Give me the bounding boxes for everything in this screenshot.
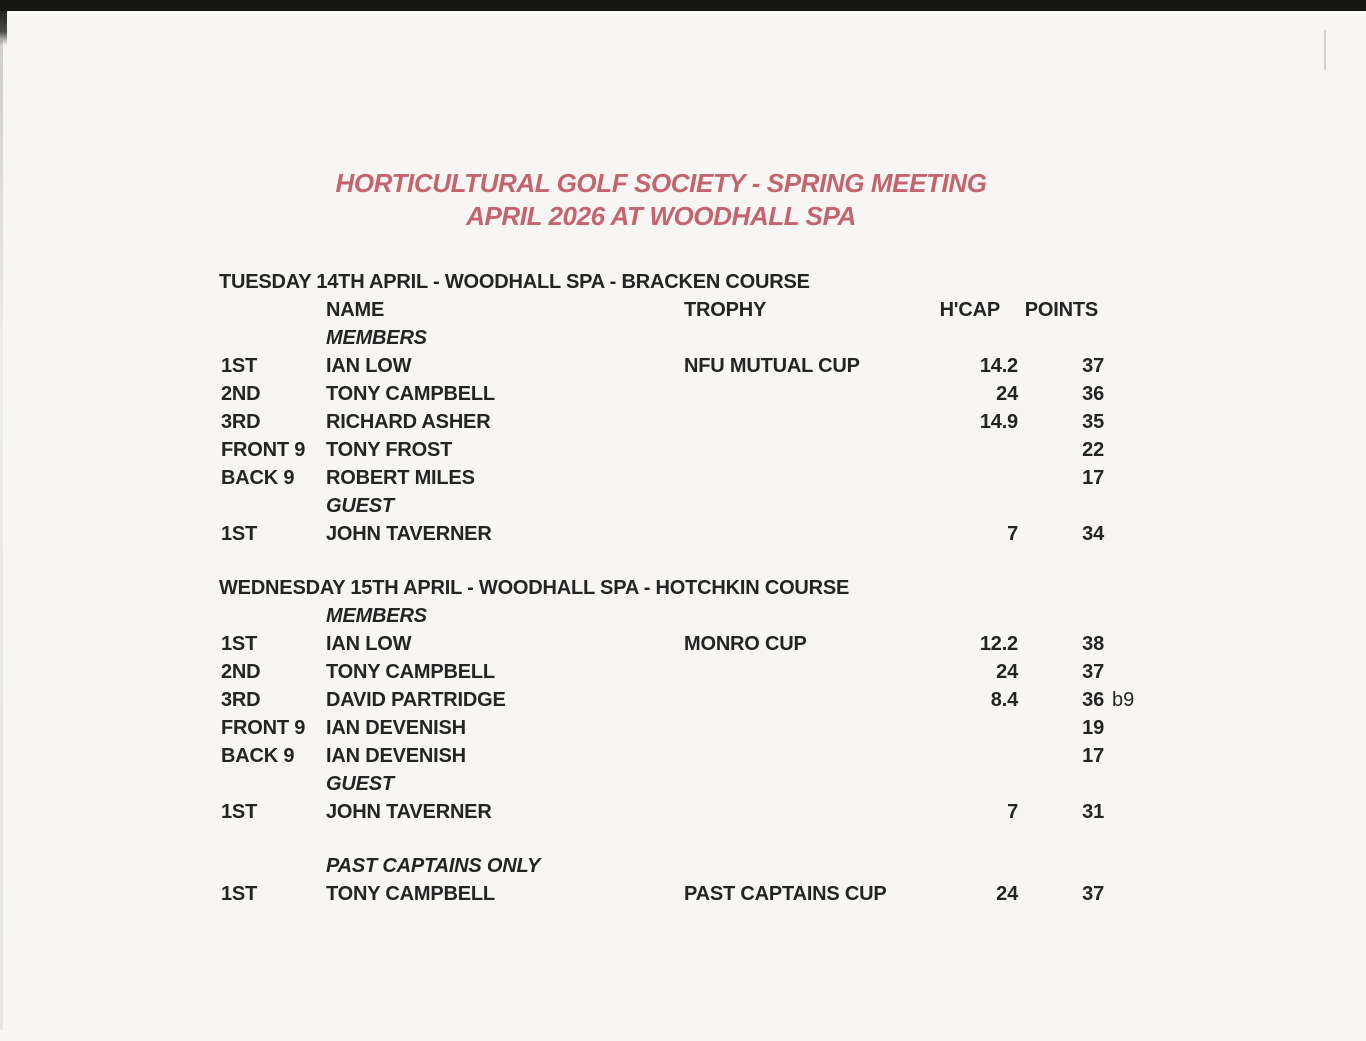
- points-cell: 38: [1082, 633, 1104, 655]
- group-label-members: MEMBERS: [326, 605, 427, 627]
- group-label-guest: GUEST: [326, 495, 394, 517]
- position-cell: FRONT 9: [221, 717, 306, 739]
- result-row: [221, 658, 1366, 686]
- result-row: [221, 630, 1366, 658]
- points-cell: 37: [1082, 661, 1104, 683]
- player-name-cell: ROBERT MILES: [326, 467, 475, 489]
- handicap-cell: 14.9: [979, 411, 1018, 433]
- page-title: [0, 167, 1322, 233]
- handicap-cell: 24: [996, 883, 1018, 905]
- player-name-cell: TONY CAMPBELL: [326, 661, 495, 683]
- trophy-cell: MONRO CUP: [684, 633, 807, 655]
- points-note-cell: [1104, 380, 1164, 408]
- group-label-row: [221, 492, 1366, 520]
- trophy-cell: [684, 464, 936, 492]
- points-cell: 36: [1082, 383, 1104, 405]
- handicap-cell: 7: [1007, 801, 1018, 823]
- points-cell: 17: [1082, 745, 1104, 767]
- player-name-cell: DAVID PARTRIDGE: [326, 689, 506, 711]
- player-name-cell: TONY CAMPBELL: [326, 383, 495, 405]
- group-label-members: MEMBERS: [326, 327, 427, 349]
- handicap-cell: 12.2: [979, 633, 1018, 655]
- result-row: [221, 742, 1366, 770]
- handicap-cell: [936, 742, 1018, 770]
- column-header-trophy: TROPHY: [684, 299, 767, 321]
- position-cell: 2ND: [221, 661, 261, 683]
- result-row: [221, 714, 1366, 742]
- position-cell: 1ST: [221, 883, 258, 905]
- result-row: [221, 880, 1366, 908]
- group-label-past-captains: PAST CAPTAINS ONLY: [326, 855, 541, 877]
- trophy-cell: [684, 658, 936, 686]
- result-row: [221, 380, 1366, 408]
- trophy-cell: [684, 714, 936, 742]
- points-note-cell: [1104, 798, 1164, 826]
- page-title-line2: APRIL 2026 AT WOODHALL SPA: [466, 201, 856, 231]
- result-row: [221, 408, 1366, 436]
- points-note-cell: b9: [1112, 689, 1135, 711]
- result-row: [221, 464, 1366, 492]
- section-heading: WEDNESDAY 15TH APRIL - WOODHALL SPA - HOTCHKIN COURSE: [219, 577, 850, 599]
- player-name-cell: TONY CAMPBELL: [326, 883, 495, 905]
- points-cell: 31: [1082, 801, 1104, 823]
- points-note-cell: [1104, 714, 1164, 742]
- points-note-cell: [1104, 408, 1164, 436]
- result-row: [221, 352, 1366, 380]
- section-heading: TUESDAY 14TH APRIL - WOODHALL SPA - BRACKEN COURSE: [219, 271, 810, 293]
- position-cell: 3RD: [221, 411, 261, 433]
- trophy-cell: [684, 798, 936, 826]
- result-row: [221, 686, 1366, 714]
- handicap-cell: 24: [996, 661, 1018, 683]
- results-content: [0, 268, 1366, 908]
- handicap-cell: 14.2: [979, 355, 1018, 377]
- position-cell: 2ND: [221, 383, 261, 405]
- player-name-cell: RICHARD ASHER: [326, 411, 491, 433]
- section-tuesday-bracken: [0, 268, 1366, 548]
- position-cell: FRONT 9: [221, 439, 306, 461]
- position-cell: BACK 9: [221, 467, 295, 489]
- trophy-cell: PAST CAPTAINS CUP: [684, 883, 887, 905]
- points-cell: 36: [1082, 689, 1104, 711]
- column-header-position: [221, 296, 326, 324]
- player-name-cell: JOHN TAVERNER: [326, 523, 492, 545]
- result-row: [221, 436, 1366, 464]
- points-cell: 22: [1082, 439, 1104, 461]
- handicap-cell: [936, 714, 1018, 742]
- group-label-row: [221, 602, 1366, 630]
- points-cell: 37: [1082, 883, 1104, 905]
- points-note-cell: [1104, 630, 1164, 658]
- trophy-cell: [684, 380, 936, 408]
- scan-right-streak-artifact: [1324, 30, 1326, 70]
- trophy-cell: [684, 408, 936, 436]
- group-label-guest: GUEST: [326, 773, 394, 795]
- column-header-hcap: H'CAP: [939, 299, 1000, 321]
- trophy-cell: [684, 520, 936, 548]
- points-note-cell: [1104, 658, 1164, 686]
- points-cell: 37: [1082, 355, 1104, 377]
- page-title-line1: HORTICULTURAL GOLF SOCIETY - SPRING MEETING: [335, 168, 987, 198]
- column-header-row: [221, 296, 1366, 324]
- result-row: [221, 798, 1366, 826]
- position-cell: 1ST: [221, 523, 258, 545]
- player-name-cell: TONY FROST: [326, 439, 453, 461]
- handicap-cell: [936, 436, 1018, 464]
- handicap-cell: [936, 464, 1018, 492]
- position-cell: 1ST: [221, 633, 258, 655]
- player-name-cell: IAN LOW: [326, 355, 412, 377]
- handicap-cell: 8.4: [990, 689, 1018, 711]
- handicap-cell: 7: [1007, 523, 1018, 545]
- points-cell: 35: [1082, 411, 1104, 433]
- trophy-cell: [684, 742, 936, 770]
- points-note-cell: [1104, 520, 1164, 548]
- trophy-cell: [684, 686, 936, 714]
- group-label-row: [221, 770, 1366, 798]
- points-cell: 34: [1082, 523, 1104, 545]
- trophy-cell: [684, 436, 936, 464]
- points-note-cell: [1104, 352, 1164, 380]
- position-cell: BACK 9: [221, 745, 295, 767]
- position-cell: 1ST: [221, 801, 258, 823]
- column-header-points: POINTS: [1024, 299, 1098, 321]
- points-cell: 17: [1082, 467, 1104, 489]
- player-name-cell: JOHN TAVERNER: [326, 801, 492, 823]
- trophy-cell: NFU MUTUAL CUP: [684, 355, 860, 377]
- points-note-cell: [1104, 464, 1164, 492]
- player-name-cell: IAN LOW: [326, 633, 412, 655]
- section-wednesday-hotchkin: [0, 574, 1366, 908]
- group-label-row: [221, 852, 1366, 880]
- group-label-row: [221, 324, 1366, 352]
- column-header-name: NAME: [326, 299, 385, 321]
- points-note-cell: [1104, 880, 1164, 908]
- position-cell: 1ST: [221, 355, 258, 377]
- points-note-cell: [1104, 742, 1164, 770]
- points-cell: 19: [1082, 717, 1104, 739]
- scan-top-edge-artifact: [0, 0, 1366, 13]
- position-cell: 3RD: [221, 689, 261, 711]
- result-row: [221, 520, 1366, 548]
- player-name-cell: IAN DEVENISH: [326, 745, 466, 767]
- handicap-cell: 24: [996, 383, 1018, 405]
- player-name-cell: IAN DEVENISH: [326, 717, 466, 739]
- points-note-cell: [1104, 436, 1164, 464]
